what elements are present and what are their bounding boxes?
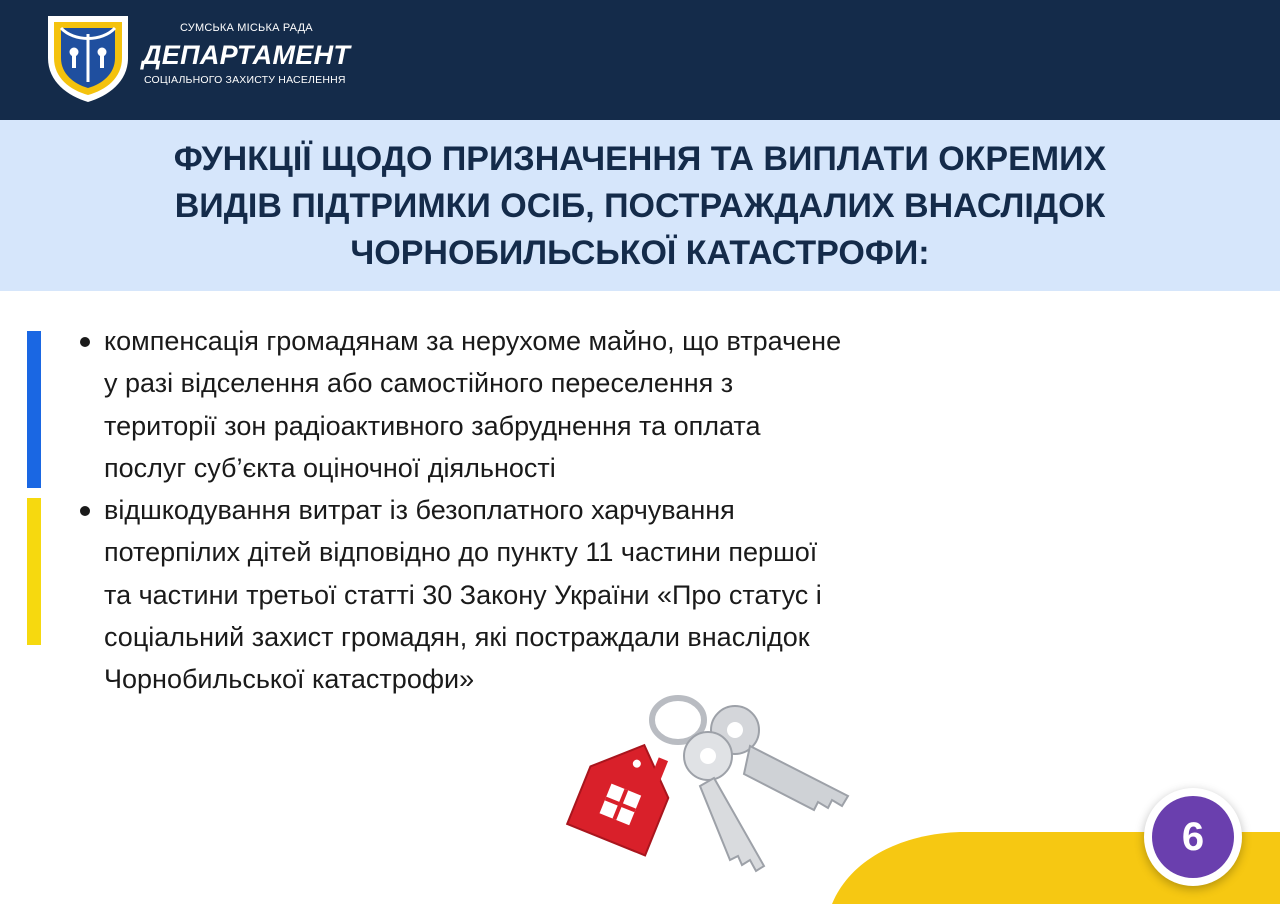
department-subtitle: СОЦІАЛЬНОГО ЗАХИСТУ НАСЕЛЕННЯ bbox=[144, 74, 346, 86]
bullet-list bbox=[74, 320, 954, 701]
list-item-line: Чорнобильської катастрофи» bbox=[104, 664, 475, 695]
list-item-line: території зон радіоактивного забруднення та оплата bbox=[104, 410, 761, 441]
header-bar bbox=[0, 0, 1280, 120]
title-line: ФУНКЦІЇ ЩОДО ПРИЗНАЧЕННЯ ТА ВИПЛАТИ ОКРЕМИХ bbox=[173, 140, 1107, 178]
list-item-line: у разі відселення або самостійного переселення з bbox=[104, 368, 734, 399]
title-line: ВИДІВ ПІДТРИМКИ ОСІБ, ПОСТРАЖДАЛИХ ВНАСЛІДОК bbox=[174, 187, 1106, 225]
shield-icon bbox=[44, 12, 132, 104]
list-item-line: та частини третьої статті 30 Закону України «Про статус і bbox=[104, 579, 822, 610]
list-item-line: соціальний захист громадян, які постраждали внаслідок bbox=[104, 622, 810, 653]
page-number: 6 bbox=[1152, 796, 1234, 878]
title-line: ЧОРНОБИЛЬСЬКОЇ КАТАСТРОФИ: bbox=[350, 234, 930, 272]
list-item-line: компенсація громадянам за нерухоме майно, що втрачене bbox=[104, 326, 842, 356]
list-item-line: відшкодування витрат із безоплатного харчування bbox=[104, 495, 735, 526]
page-title bbox=[40, 136, 1240, 277]
page-number-badge bbox=[1144, 788, 1242, 886]
list-item-line: потерпілих дітей відповідно до пункту 11 частини першої bbox=[104, 537, 818, 568]
council-name: СУМСЬКА МІСЬКА РАДА bbox=[180, 22, 313, 34]
accent-bar-yellow bbox=[27, 498, 41, 645]
bullet-icon bbox=[80, 337, 90, 347]
list-item bbox=[74, 320, 954, 489]
department-name: ДЕПАРТАМЕНТ bbox=[142, 40, 351, 70]
house-keys-icon bbox=[560, 690, 860, 890]
accent-bar-blue bbox=[27, 331, 41, 488]
list-item-line: послуг суб’єкта оціночної діяльності bbox=[104, 452, 556, 483]
list-item bbox=[74, 489, 954, 700]
bullet-icon bbox=[80, 506, 90, 516]
